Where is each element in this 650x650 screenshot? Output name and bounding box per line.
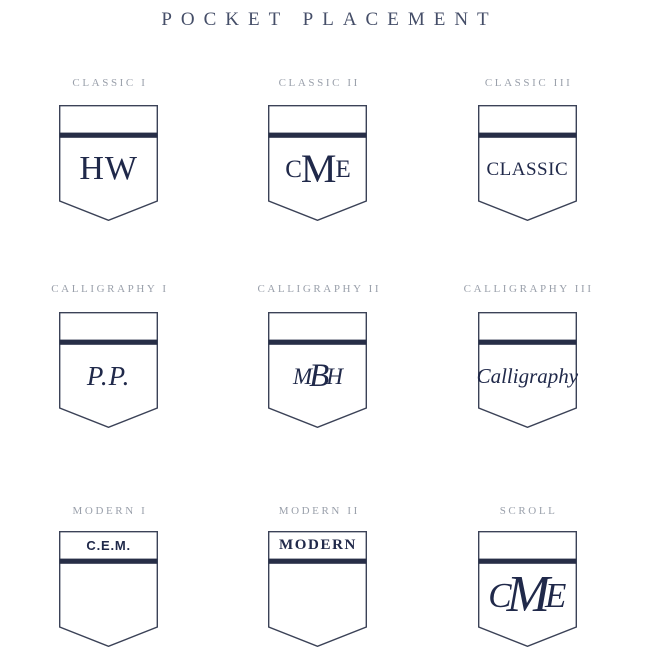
pocket-row-modern: [4, 428, 632, 647]
monogram: P.P.: [86, 360, 131, 391]
monogram: [285, 146, 351, 191]
page-title: POCKET PLACEMENT: [161, 9, 498, 30]
pocket-row-classic: [4, 31, 632, 221]
pocket-graphic: [59, 105, 158, 221]
monogram-zone: [270, 533, 365, 558]
pocket-grid: [4, 31, 632, 647]
pocket-option-calligraphy-2: [213, 221, 422, 428]
monogram: [488, 566, 567, 623]
monogram-letter-first: C: [488, 575, 512, 615]
monogram-letter-last: E: [544, 575, 567, 615]
monogram-zone: [61, 138, 156, 200]
monogram: [293, 357, 343, 394]
pocket-style-label: MODERN II: [278, 505, 360, 517]
pocket-band: [60, 559, 158, 564]
pocket-row-calligraphy: [4, 221, 632, 428]
pocket-graphic: [478, 531, 577, 647]
pocket-option-calligraphy-3: [423, 221, 632, 428]
monogram-zone: [270, 138, 365, 200]
monogram: C.E.M.: [86, 538, 131, 553]
monogram-letter-middle: M: [506, 566, 550, 623]
pocket-style-label: CALLIGRAPHY II: [257, 283, 382, 295]
monogram-zone: [61, 345, 156, 407]
monogram: MODERN: [279, 537, 357, 553]
monogram-zone: [480, 138, 575, 200]
pocket-style-label: CALLIGRAPHY III: [463, 283, 594, 295]
pocket-style-label: SCROLL: [499, 505, 558, 517]
monogram-letter-last: E: [335, 155, 351, 183]
monogram-letter-middle: M: [300, 146, 337, 191]
pocket-style-label: CLASSIC I: [72, 77, 148, 89]
pocket-option-modern-1: [4, 428, 213, 647]
monogram-zone: [476, 345, 579, 407]
monogram-zone: [61, 533, 156, 558]
pocket-graphic: [268, 312, 367, 428]
pocket-option-scroll: [423, 428, 632, 647]
pocket-style-label: CLASSIC III: [484, 77, 573, 89]
pocket-band: [269, 559, 367, 564]
pocket-option-classic-2: [213, 31, 422, 221]
pocket-graphic: [478, 312, 577, 428]
pocket-graphic: [59, 531, 158, 647]
pocket-graphic: [268, 105, 367, 221]
pocket-option-calligraphy-1: [4, 221, 213, 428]
pocket-option-classic-3: [423, 31, 632, 221]
pocket-option-modern-2: [213, 428, 422, 647]
monogram-letter-first: M: [293, 363, 313, 389]
monogram: Calligraphy: [476, 363, 579, 388]
monogram: CLASSIC: [486, 158, 569, 180]
monogram-zone: [480, 564, 575, 626]
pocket-style-label: MODERN I: [72, 505, 148, 517]
pocket-option-classic-1: [4, 31, 213, 221]
monogram-zone: [270, 345, 365, 407]
monogram: HW: [79, 150, 138, 187]
pocket-graphic: [268, 531, 367, 647]
monogram-letter-first: C: [285, 155, 302, 183]
pocket-style-label: CLASSIC II: [278, 77, 360, 89]
pocket-graphic: [59, 312, 158, 428]
monogram-letter-last: H: [326, 363, 343, 389]
monogram-letter-middle: B: [309, 357, 330, 394]
pocket-style-label: CALLIGRAPHY I: [51, 283, 169, 295]
pocket-graphic: [478, 105, 577, 221]
